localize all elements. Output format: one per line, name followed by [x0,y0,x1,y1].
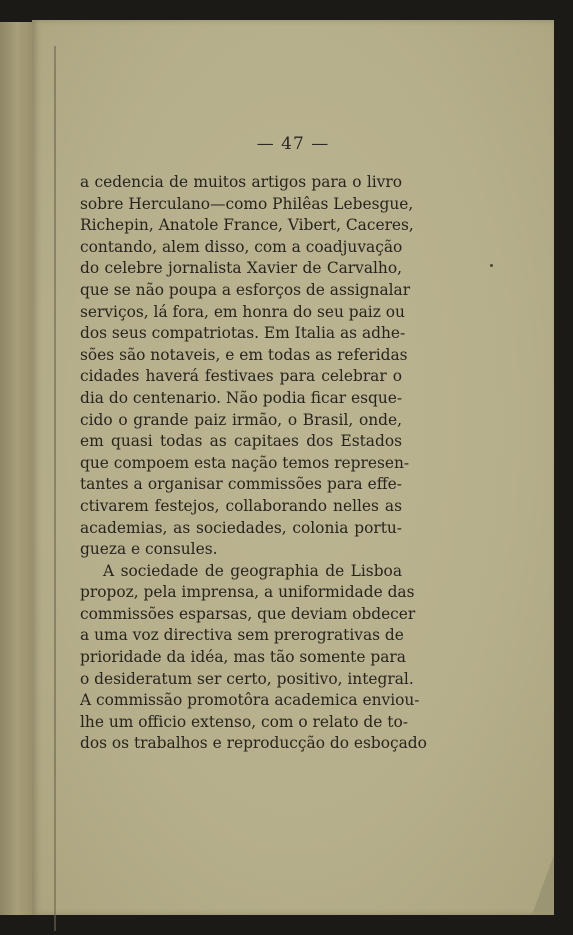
text-line: sobre Herculano—como Philêas Lebesgue, [80,194,414,213]
text-line: A commissão promotôra academica enviou- [80,691,420,710]
text-line: a cedencia de muitos artigos para o livro [80,173,402,191]
text-line: tantes a organisar commissões para effe- [80,475,402,494]
text-line: o desideratum ser certo, positivo, integral. [80,669,414,688]
text-line: dia do centenario. Não podia ficar esque- [80,388,403,407]
text-line: prioridade da idéa, mas tão somente para [80,648,406,667]
text-line: serviços, lá fora, em honra do seu paiz ou [80,302,405,321]
text-line: que se não poupa a esforços de assignalar [80,280,411,299]
text-line: lhe um officio extenso, com o relato de to- [80,712,408,731]
book-page [32,20,554,915]
text-line: A sociedade de geographia de Lisboa [103,561,402,580]
text-line: a uma voz directiva sem prerogrativas de [80,626,404,645]
text-line: gueza e consules. [80,540,218,559]
paragraph-1 [80,172,414,561]
page-number: — 47 — [256,134,330,154]
text-line: propoz, pela imprensa, a uniformidade das [80,583,415,602]
gutter-shadow [54,46,56,931]
page-corner-fold [532,855,554,915]
text-line: que compoem esta nação temos represen- [80,453,410,472]
text-line: dos seus compatriotas. Em Italia as adhe- [80,324,406,343]
text-line: ctivarem festejos, collaborando nelles as [80,496,402,515]
text-line: do celebre jornalista Xavier de Carvalho, [80,259,402,278]
text-line: dos os trabalhos e reproducção do esboçado [80,734,427,753]
book-spine [0,22,32,915]
text-line: cidades haverá festivaes para celebrar o [80,367,402,386]
paper-speck [490,264,493,267]
text-line: em quasi todas as capitaes dos Estados [80,432,402,451]
paragraph-2 [80,561,427,755]
text-line: Richepin, Anatole France, Vibert, Caceres, [80,216,414,235]
text-line: commissões esparsas, que deviam obdecer [80,604,416,623]
text-line: cido o grande paiz irmão, o Brasil, onde, [80,410,402,429]
body-text [80,172,427,755]
text-line: sões são notaveis, e em todas as referidas [80,345,408,364]
text-line: contando, alem disso, com a coadjuvação [80,237,403,256]
text-line: academias, as sociedades, colonia portu- [80,518,402,537]
